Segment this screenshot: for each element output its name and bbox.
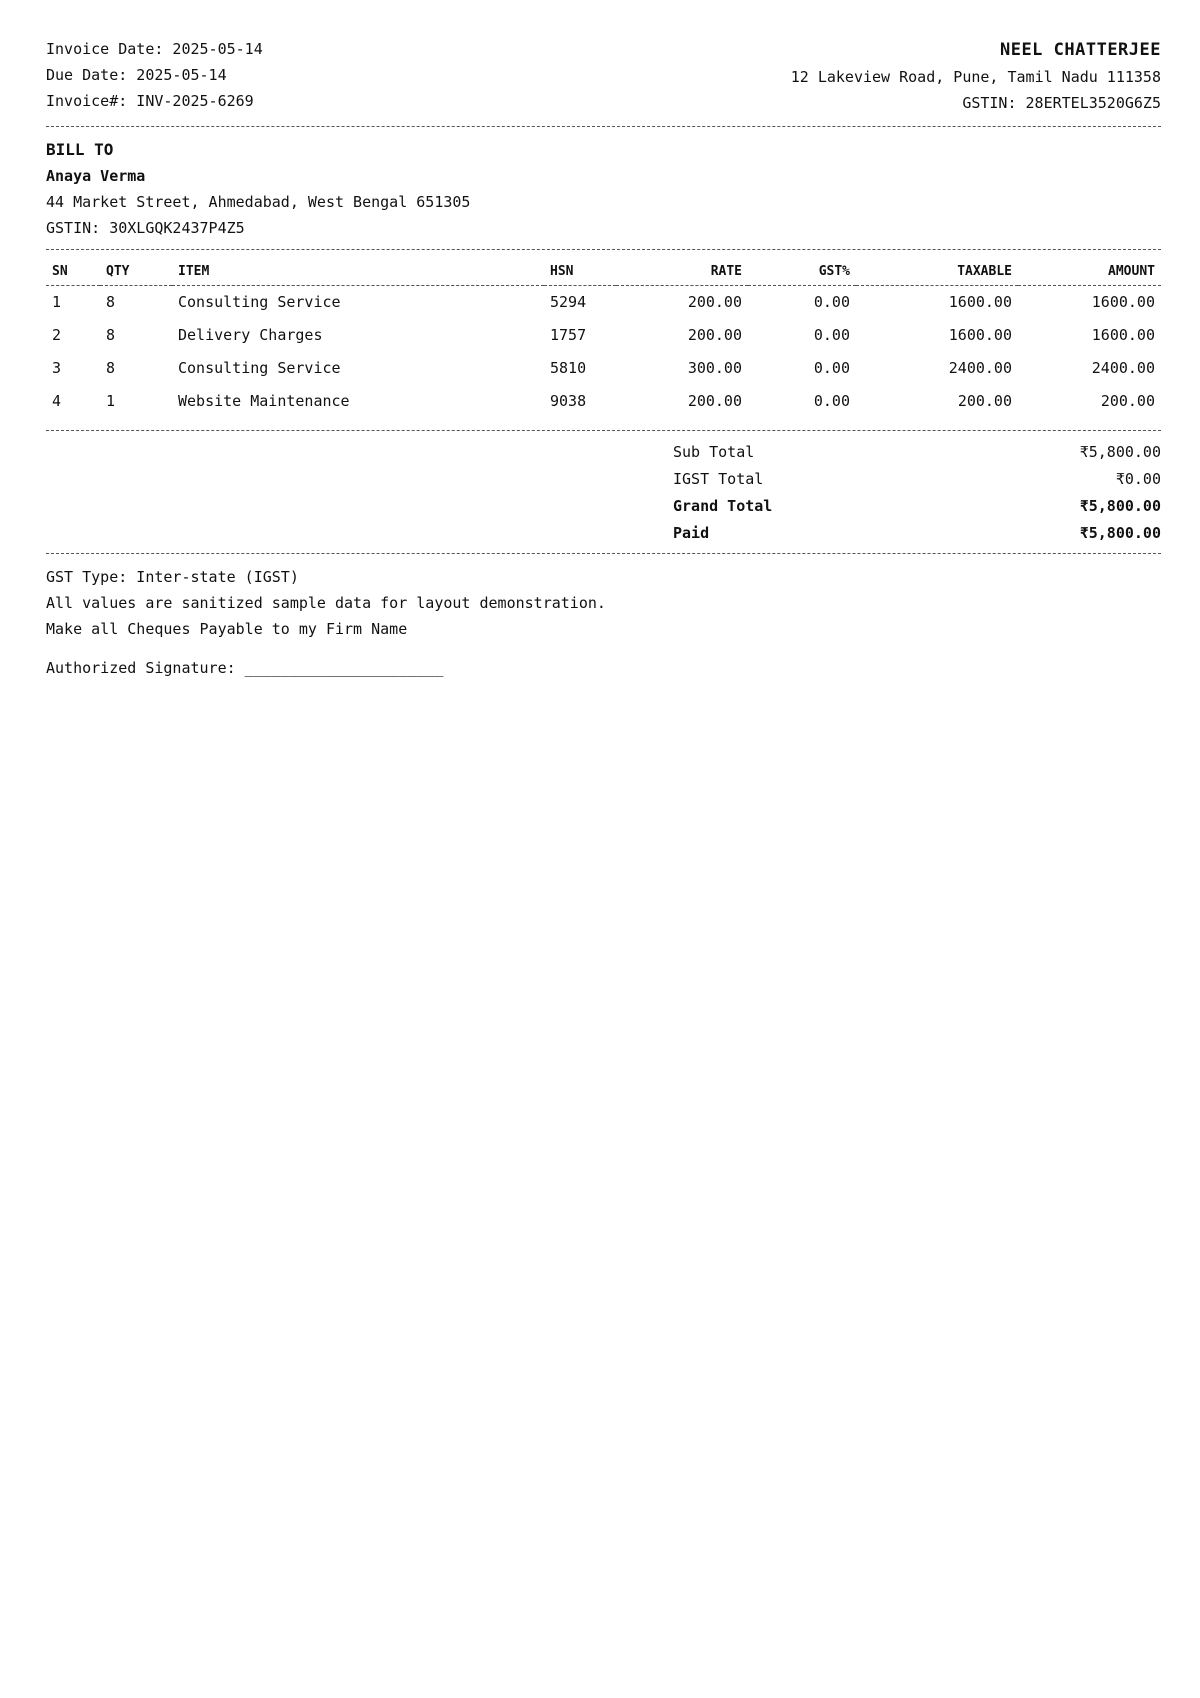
bill-to-section: [46, 127, 1161, 249]
customer-address: 44 Market Street, Ahmedabad, West Bengal 651305: [46, 193, 471, 211]
seller-gstin: GSTIN: 28ERTEL3520G6Z5: [962, 94, 1161, 112]
igst-total-row: [673, 466, 1161, 493]
notes-section: [46, 554, 1161, 681]
cell-amount: 200.00: [1100, 392, 1155, 410]
invoice-page: [46, 36, 1161, 681]
invoice-date: Invoice Date: 2025-05-14: [46, 40, 263, 58]
col-rate: RATE: [616, 250, 748, 286]
col-sn: SN: [46, 250, 100, 286]
cell-item: Website Maintenance: [178, 392, 350, 410]
cell-gst: 0.00: [813, 326, 850, 344]
invoice-number: Invoice#: INV-2025-6269: [46, 92, 254, 110]
cell-amount: 2400.00: [1091, 359, 1155, 377]
cell-sn: 3: [52, 359, 62, 377]
customer-gstin: GSTIN: 30XLGQK2437P4Z5: [46, 219, 245, 237]
cell-qty: 8: [106, 326, 116, 344]
cell-item: Consulting Service: [178, 359, 341, 377]
cell-gst: 0.00: [813, 293, 850, 311]
totals-section: [46, 431, 1161, 553]
col-taxable: TAXABLE: [856, 250, 1018, 286]
cell-hsn: 9038: [550, 392, 587, 410]
cell-qty: 1: [106, 392, 116, 410]
sub-total-value: ₹5,800.00: [1079, 443, 1161, 461]
cell-qty: 8: [106, 359, 116, 377]
cell-sn: 1: [52, 293, 62, 311]
table-row: [46, 385, 1161, 418]
cell-taxable: 200.00: [957, 392, 1012, 410]
seller-name: NEEL CHATTERJEE: [999, 40, 1161, 60]
grand-total-row: [673, 493, 1161, 520]
cell-taxable: 1600.00: [948, 293, 1012, 311]
cell-hsn: 5810: [550, 359, 587, 377]
cell-qty: 8: [106, 293, 116, 311]
paid-value: ₹5,800.00: [1079, 524, 1161, 542]
cell-item: Delivery Charges: [178, 326, 323, 344]
bill-to-title: BILL TO: [46, 140, 114, 159]
igst-total-label: IGST Total: [673, 470, 764, 488]
igst-total-value: ₹0.00: [1115, 470, 1161, 488]
sub-total-row: [673, 439, 1161, 466]
cell-amount: 1600.00: [1091, 293, 1155, 311]
seller-info: [791, 36, 1161, 116]
col-gst: GST%: [748, 250, 856, 286]
invoice-header: [46, 36, 1161, 116]
table-row: [46, 286, 1161, 320]
col-item: ITEM: [172, 250, 544, 286]
grand-total-label: Grand Total: [673, 497, 773, 515]
paid-label: Paid: [673, 524, 710, 542]
gst-type-note: GST Type: Inter-state (IGST): [46, 568, 299, 586]
table-header-row: [46, 250, 1161, 286]
seller-address: 12 Lakeview Road, Pune, Tamil Nadu 111358: [790, 68, 1161, 86]
invoice-meta: [46, 36, 263, 116]
cell-hsn: 1757: [550, 326, 587, 344]
cell-sn: 2: [52, 326, 62, 344]
paid-row: [673, 520, 1161, 547]
customer-name: Anaya Verma: [46, 167, 146, 185]
cell-rate: 200.00: [687, 293, 742, 311]
table-row: [46, 319, 1161, 352]
grand-total-value: ₹5,800.00: [1079, 497, 1161, 515]
cell-item: Consulting Service: [178, 293, 341, 311]
col-hsn: HSN: [544, 250, 616, 286]
cell-rate: 200.00: [687, 392, 742, 410]
cell-gst: 0.00: [813, 359, 850, 377]
cell-gst: 0.00: [813, 392, 850, 410]
cheques-note: Make all Cheques Payable to my Firm Name: [46, 620, 408, 638]
cell-rate: 200.00: [687, 326, 742, 344]
cell-sn: 4: [52, 392, 62, 410]
disclaimer-note: All values are sanitized sample data for layout demonstration.: [46, 594, 606, 612]
cell-hsn: 5294: [550, 293, 587, 311]
authorized-signature: Authorized Signature: ______________________: [46, 659, 444, 677]
due-date: Due Date: 2025-05-14: [46, 66, 227, 84]
cell-taxable: 1600.00: [948, 326, 1012, 344]
col-amount: AMOUNT: [1018, 250, 1161, 286]
cell-taxable: 2400.00: [948, 359, 1012, 377]
line-items-table: [46, 250, 1161, 418]
cell-rate: 300.00: [687, 359, 742, 377]
col-qty: QTY: [100, 250, 172, 286]
table-row: [46, 352, 1161, 385]
sub-total-label: Sub Total: [673, 443, 755, 461]
cell-amount: 1600.00: [1091, 326, 1155, 344]
